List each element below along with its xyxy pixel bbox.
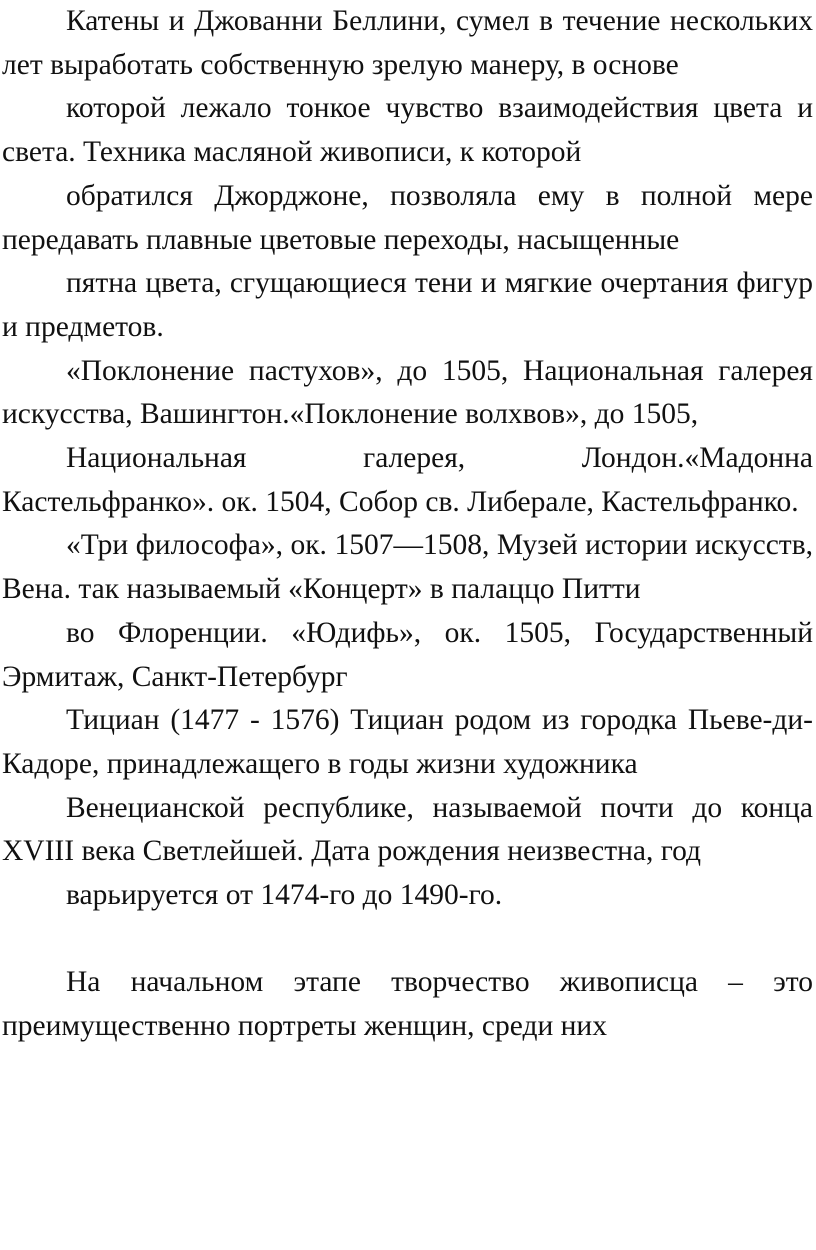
paragraph-11: варьируется от 1474-го до 1490-го. <box>66 879 503 912</box>
paragraph-7: «Три философа», ок. 1507—1508, Музей истории искусств, Вена. так называемый «Концерт» в палаццо Питти <box>2 529 813 606</box>
paragraph-10: Венецианской республике, называемой почти до конца XVIII века Светлейшей. Дата рождения неизвестна, год <box>2 791 813 868</box>
paragraph-8: во Флоренции. «Юдифь», ок. 1505, Государственный Эрмитаж, Санкт-Петербург <box>2 616 813 693</box>
paragraph-3: обратился Джорджоне, позволяла ему в полной мере передавать плавные цветовые переходы, насыщенные <box>2 179 813 256</box>
paragraph-2: которой лежало тонкое чувство взаимодействия цвета и света. Техника масляной живописи, к которой <box>2 92 813 169</box>
paragraph-4: пятна цвета, сгущающиеся тени и мягкие очертания фигур и предметов. <box>2 267 813 343</box>
paragraph-6: Национальная галерея, Лондон.«Мадонна Кастельфранко». ок. 1504, Собор св. Либерале, Кастельфранко. <box>2 442 813 518</box>
paragraph-1: Катены и Джованни Беллини, сумел в течение нескольких лет выработать собственную зрелую манеру, в основе <box>2 5 813 81</box>
paragraph-5: «Поклонение пастухов», до 1505, Национальная галерея искусства, Вашингтон.«Поклонение волхвов», до 1505, <box>2 354 813 431</box>
paragraph-9: Тициан (1477 - 1576) Тициан родом из городка Пьеве-ди-Кадоре, принадлежащего в годы жизни художника <box>2 704 813 780</box>
blank-line <box>2 918 813 962</box>
paragraph-12: На начальном этапе творчество живописца – это преимущественно портреты женщин, среди них <box>2 966 813 1043</box>
